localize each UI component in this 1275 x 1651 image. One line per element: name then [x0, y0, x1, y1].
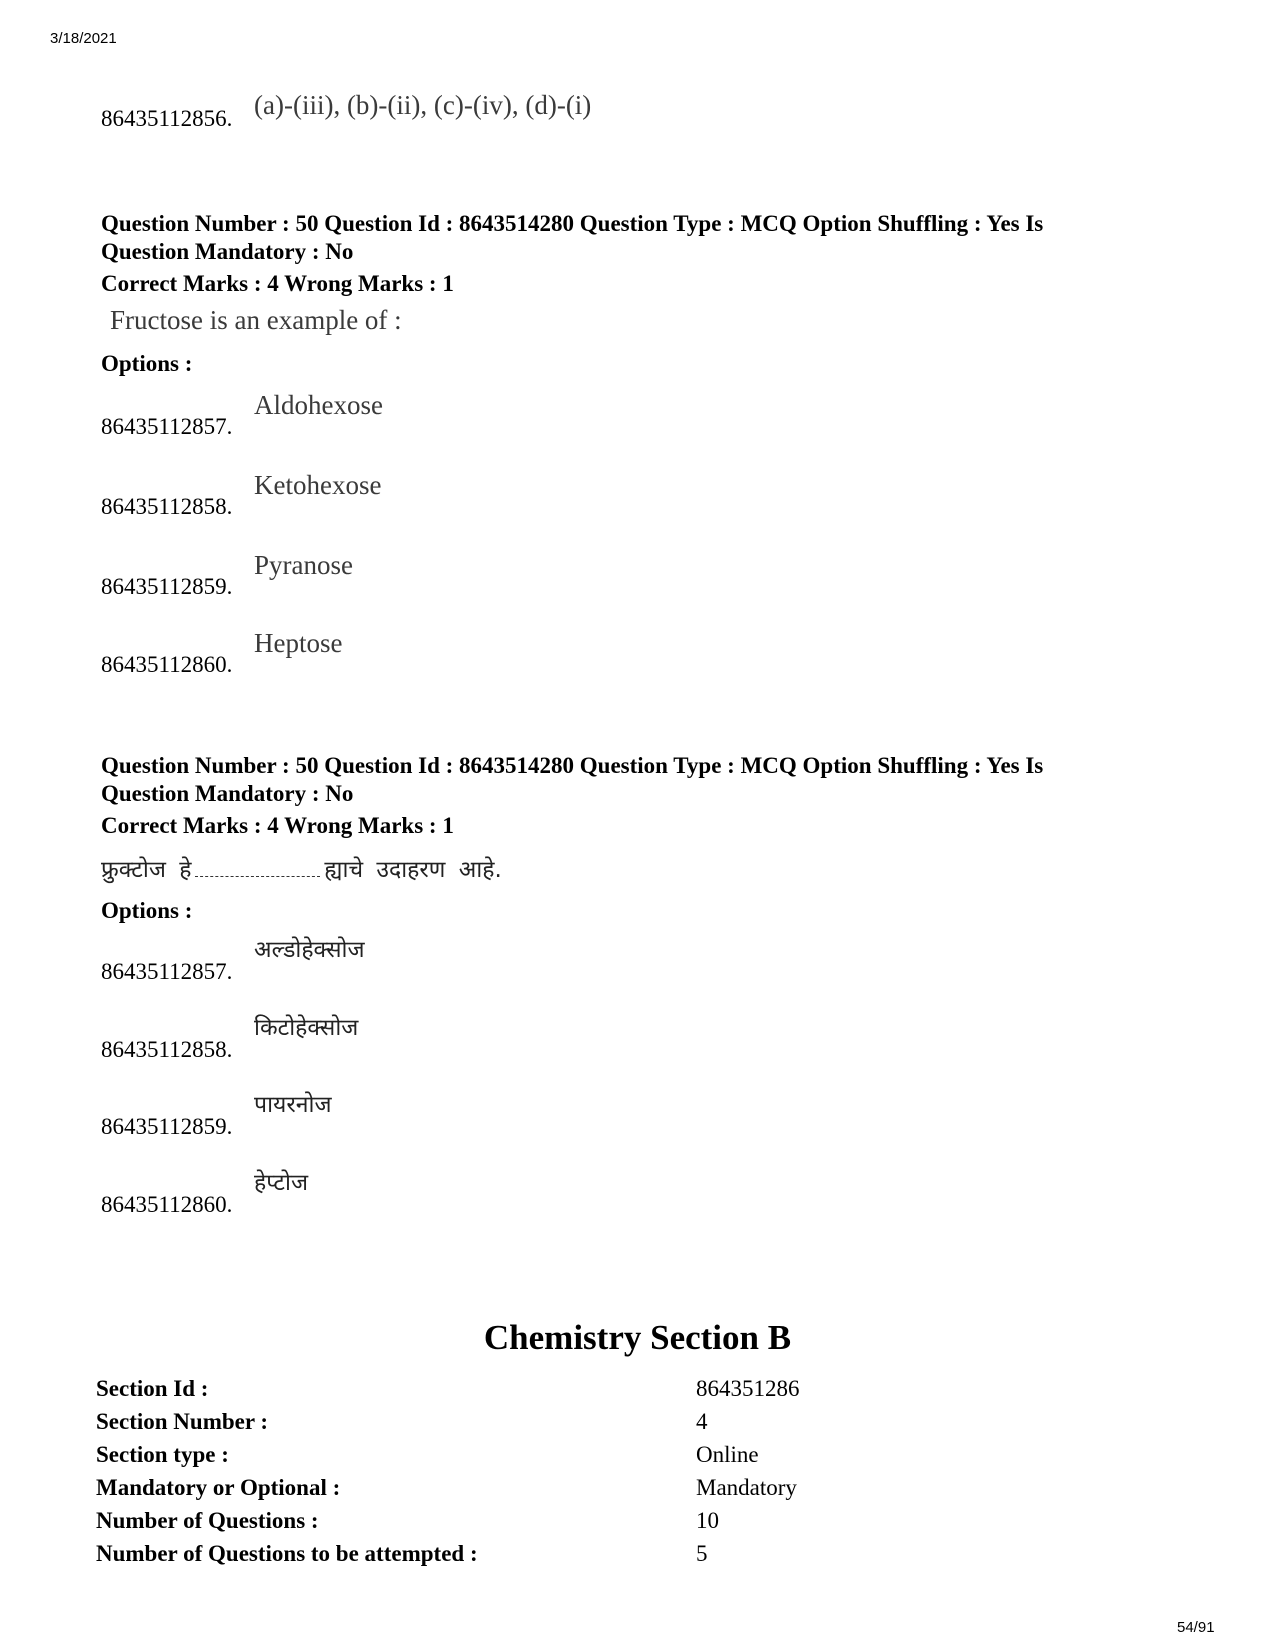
section-info-row [96, 1373, 996, 1405]
question-header: Question Number : 50 Question Id : 8643514280 Question Type : MCQ Option Shuffling : Yes Is Question Mandatory : No [101, 753, 1044, 806]
section-info-value: 5 [696, 1541, 708, 1566]
option-row [101, 470, 1001, 520]
option-id: 86435112858. [101, 494, 233, 519]
stem-before: फ्रुक्टोज हे [101, 857, 192, 883]
section-info-row [96, 1472, 996, 1504]
section-info-row [96, 1538, 996, 1570]
option-id: 86435112858. [101, 1037, 233, 1062]
section-info-value: 10 [696, 1508, 719, 1533]
option-text: Aldohexose [254, 390, 383, 420]
option-text: Pyranose [254, 550, 353, 580]
option-text: अल्डोहेक्सोज [254, 937, 365, 963]
option-id: 86435112860. [101, 1192, 233, 1217]
option-id: 86435112857. [101, 414, 233, 439]
option-text: (a)-(iii), (b)-(ii), (c)-(iv), (d)-(i) [254, 90, 592, 120]
page-number: 54/91 [1177, 1619, 1215, 1636]
print-date: 3/18/2021 [50, 30, 117, 47]
option-row [101, 1090, 1001, 1140]
option-text: Ketohexose [254, 470, 382, 500]
option-row [101, 82, 1001, 132]
option-row [101, 1013, 1001, 1063]
option-text: पायरनोज [254, 1092, 332, 1118]
section-info-row [96, 1439, 996, 1471]
option-row [101, 1168, 1001, 1218]
question-header: Question Number : 50 Question Id : 8643514280 Question Type : MCQ Option Shuffling : Yes Is Question Mandatory : No [101, 211, 1044, 264]
section-info-label: Section Id : [96, 1376, 209, 1401]
options-label: Options : [101, 898, 193, 923]
option-id: 86435112859. [101, 1114, 233, 1139]
section-info-label: Section Number : [96, 1409, 269, 1434]
option-id: 86435112860. [101, 652, 233, 677]
option-row [101, 935, 1001, 985]
section-info-value: Mandatory [696, 1475, 797, 1500]
section-info-label: Number of Questions : [96, 1508, 319, 1533]
option-id: 86435112856. [101, 106, 233, 131]
question-stem [101, 852, 502, 884]
section-info-label: Mandatory or Optional : [96, 1475, 341, 1500]
section-info-row [96, 1505, 996, 1537]
section-info-value: 4 [696, 1409, 708, 1434]
option-text: Heptose [254, 628, 343, 658]
option-text: हेप्टोज [254, 1170, 309, 1196]
option-id: 86435112859. [101, 574, 233, 599]
question-stem: Fructose is an example of : [110, 305, 402, 335]
section-info-row [96, 1406, 996, 1438]
question-marks: Correct Marks : 4 Wrong Marks : 1 [101, 271, 454, 296]
option-id: 86435112857. [101, 959, 233, 984]
option-row [101, 550, 1001, 600]
section-title: Chemistry Section B [483, 1318, 792, 1357]
answer-blank [195, 856, 320, 877]
option-text: किटोहेक्सोज [254, 1015, 359, 1041]
question-marks: Correct Marks : 4 Wrong Marks : 1 [101, 813, 454, 838]
section-info-label: Section type : [96, 1442, 229, 1467]
section-info-value: Online [696, 1442, 759, 1467]
stem-after: ह्याचे उदाहरण आहे. [324, 857, 502, 883]
options-label: Options : [101, 351, 193, 376]
section-info-label: Number of Questions to be attempted : [96, 1541, 478, 1566]
option-row [101, 390, 1001, 440]
section-info-value: 864351286 [696, 1376, 800, 1401]
option-row [101, 628, 1001, 678]
